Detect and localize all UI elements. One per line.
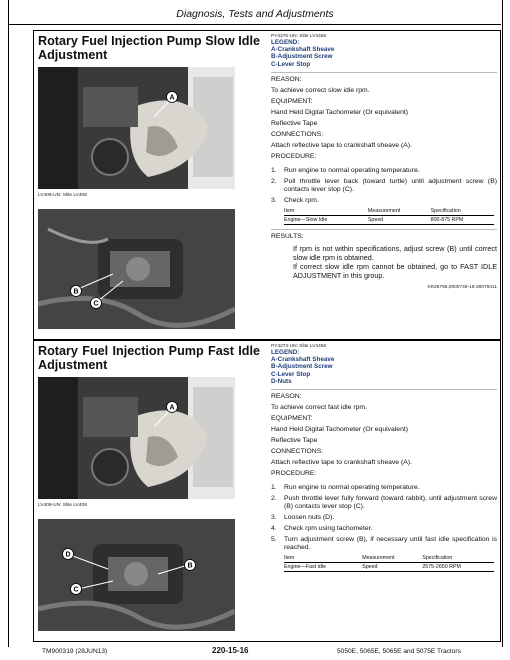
- section-title: Rotary Fuel Injection Pump Slow Idle Adjustment: [38, 34, 260, 62]
- divider: [271, 229, 497, 230]
- procedure-step: 5. Turn adjustment screw (B), if necessary until fast idle specification is reached.: [271, 536, 497, 552]
- section-title: Rotary Fuel Injection Pump Fast Idle Adjustment: [38, 344, 260, 372]
- procedure-steps: [271, 167, 497, 205]
- procedure-step: 2. Pull throttle lever back (toward turtle) until adjustment screw (B) contacts lever stop (C).: [271, 177, 497, 193]
- legend-item: B-Adjustment Screw: [271, 53, 333, 61]
- procedure-step: 2. Push throttle lever fully forward (toward rabbit), until adjustment screw (B) contacts lever stop (C).: [271, 495, 497, 511]
- equipment-item: Reflective Tape: [271, 119, 318, 127]
- slow-idle-section: [33, 30, 501, 340]
- legend-item: D-Nuts: [271, 377, 292, 385]
- legend-item: A-Crankshaft Sheave: [271, 46, 335, 54]
- legend-title: LEGEND:: [271, 39, 300, 46]
- legend-item: A-Crankshaft Sheave: [271, 356, 335, 364]
- svg-text:A: A: [169, 404, 175, 412]
- equipment-label: EQUIPMENT:: [271, 97, 313, 105]
- divider: [271, 72, 497, 73]
- connections-label: CONNECTIONS:: [271, 448, 324, 456]
- legend-item: C-Lever Stop: [271, 370, 311, 378]
- procedure-label: PROCEDURE:: [271, 470, 317, 478]
- svg-text:C: C: [93, 300, 99, 308]
- procedure-step: 1. Run engine to normal operating temperature.: [271, 484, 420, 492]
- spec-table: Item Measurement Specification Engine—Fast Idle Speed 2575-2650 RPM: [284, 555, 494, 572]
- photo-caption: LV408-UN: Slite LV408: [38, 503, 87, 508]
- connections-text: Attach reflective tape to crankshaft sheave (A).: [271, 459, 412, 467]
- table-row: Engine—Slow Idle Speed 800-875 RPM: [284, 215, 494, 224]
- right-column: [271, 34, 497, 290]
- results-label: RESULTS:: [271, 232, 304, 240]
- right-column: [271, 344, 497, 572]
- footer-doc-id: TM900319 (28JUN13): [42, 648, 108, 655]
- fast-idle-section: [33, 340, 501, 642]
- crankshaft-photo: [38, 67, 235, 189]
- image-id: PY4275-UN: Slite LV4456: [271, 34, 327, 39]
- crankshaft-photo: [38, 377, 235, 499]
- connections-text: Attach reflective tape to crankshaft sheave (A).: [271, 141, 412, 149]
- equipment-item: Hand Held Digital Tachometer (Or equivalent): [271, 108, 409, 116]
- divider: [271, 389, 497, 390]
- svg-text:B: B: [73, 288, 79, 296]
- procedure-step: 1. Run engine to normal operating temperature.: [271, 166, 420, 174]
- header-rule: [9, 24, 501, 25]
- page-header: Diagnosis, Tests and Adjustments: [176, 8, 334, 20]
- footer-page-number: 220-15-16: [212, 646, 249, 655]
- svg-text:D: D: [65, 551, 71, 559]
- legend-title: LEGEND:: [271, 349, 300, 356]
- svg-text:B: B: [187, 562, 193, 570]
- procedure-steps: [271, 484, 497, 552]
- pump-photo: [38, 209, 235, 329]
- equipment-item: Hand Held Digital Tachometer (Or equivalent): [271, 426, 409, 434]
- procedure-step: 3. Check rpm.: [271, 196, 319, 204]
- footer-models: 5050E, 5065E, 5065E and 5075E Tractors: [337, 648, 461, 655]
- legend-item: C-Lever Stop: [271, 60, 311, 68]
- svg-text:C: C: [73, 586, 79, 594]
- connections-label: CONNECTIONS:: [271, 130, 324, 138]
- reason-text: To achieve correct slow idle rpm.: [271, 86, 370, 94]
- table-row: Engine—Fast Idle Speed 2575-2650 RPM: [284, 563, 494, 572]
- reason-text: To achieve correct fast idle rpm.: [271, 404, 367, 412]
- photo-caption: LV408-UN: Slite LV408: [38, 193, 87, 198]
- equipment-label: EQUIPMENT:: [271, 415, 313, 423]
- equipment-item: Reflective Tape: [271, 437, 318, 445]
- procedure-label: PROCEDURE:: [271, 152, 317, 160]
- image-id: PY4274-UN: Slite LV4456: [271, 344, 327, 349]
- procedure-step: 3. Loosen nuts (D).: [271, 514, 335, 522]
- reference-id: KR25796,0000749-19-28079411: [427, 284, 497, 290]
- procedure-step: 4. Check rpm using tachometer.: [271, 525, 373, 533]
- spec-table: Item Measurement Specification Engine—Slow Idle Speed 800-875 RPM: [284, 208, 494, 225]
- results-text: If rpm is not within specifications, adjust screw (B) until correct slow idle rpm is obtained. If correct slow idle rpm cannot be obtained, go to FAST IDLE ADJUSTMENT in this group.: [293, 243, 497, 280]
- pump-photo: [38, 519, 235, 631]
- legend-item: B-Adjustment Screw: [271, 363, 333, 371]
- reason-label: REASON:: [271, 75, 302, 83]
- svg-text:A: A: [169, 94, 175, 102]
- reason-label: REASON:: [271, 393, 302, 401]
